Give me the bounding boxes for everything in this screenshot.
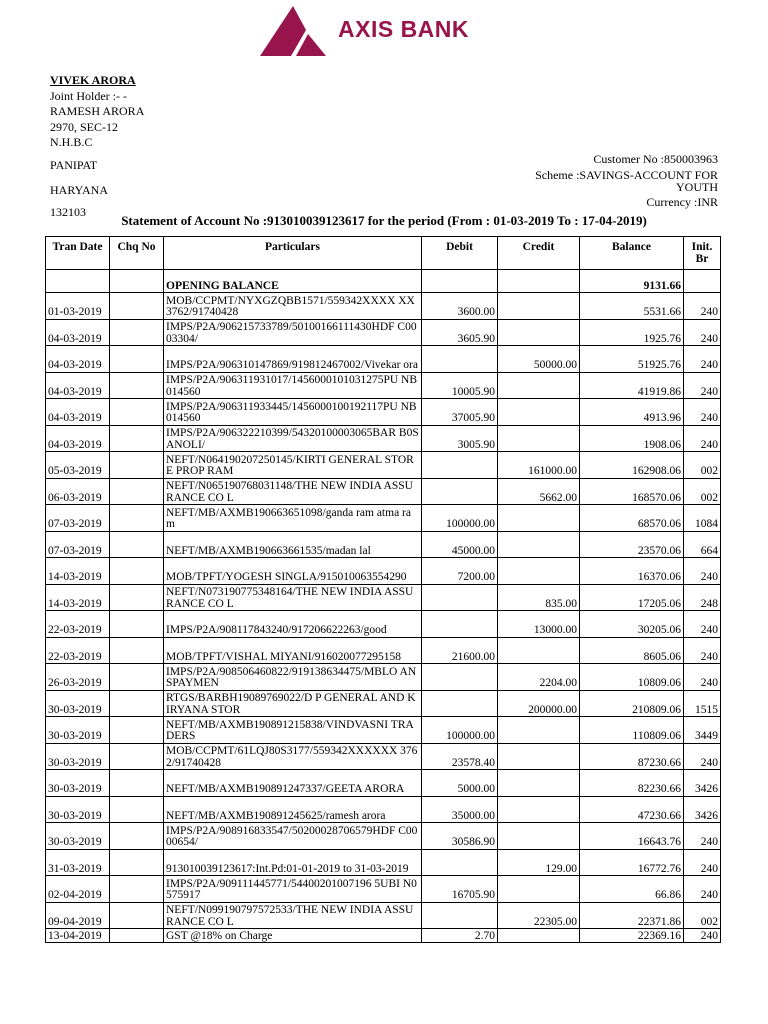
customer-number: Customer No :850003963 — [593, 152, 718, 166]
cell-particulars: IMPS/P2A/909111445771/54400201007196 5UBI N0575917 — [164, 876, 422, 903]
cell-debit: 100000.00 — [422, 505, 498, 532]
cell-particulars: IMPS/P2A/908916833547/50200028706579HDF C0000654/ — [164, 823, 422, 850]
axis-bank-logo — [258, 4, 488, 58]
cell-tran-date: 04-03-2019 — [46, 399, 110, 426]
cell-balance: 68570.06 — [580, 505, 684, 532]
cell-tran-date: 31-03-2019 — [46, 849, 110, 876]
cell-credit — [498, 531, 580, 558]
table-row — [46, 796, 721, 823]
opening-balance-value: 9131.66 — [580, 270, 684, 293]
cell-chq-no — [110, 690, 164, 717]
cell-debit: 3005.90 — [422, 425, 498, 452]
cell-credit: 835.00 — [498, 584, 580, 611]
cell-debit: 30586.90 — [422, 823, 498, 850]
scheme-line-2: YOUTH — [676, 180, 718, 194]
cell-credit — [498, 425, 580, 452]
cell-credit — [498, 558, 580, 585]
cell-credit — [498, 743, 580, 770]
cell-tran-date: 22-03-2019 — [46, 611, 110, 638]
cell-init-br: 002 — [684, 452, 721, 479]
cell-credit — [498, 319, 580, 346]
cell-init-br: 240 — [684, 664, 721, 691]
cell-chq-no — [110, 372, 164, 399]
cell-balance: 87230.66 — [580, 743, 684, 770]
cell-debit: 2.70 — [422, 929, 498, 943]
cell-balance: 16772.76 — [580, 849, 684, 876]
table-row — [46, 399, 721, 426]
table-row — [46, 637, 721, 664]
cell-balance: 1925.76 — [580, 319, 684, 346]
cell-particulars: IMPS/P2A/908506460822/919138634475/MBLO ANSPAYMEN — [164, 664, 422, 691]
address-line-2: 2970, SEC-12 — [50, 120, 119, 134]
cell-balance: 82230.66 — [580, 770, 684, 797]
cell-tran-date: 26-03-2019 — [46, 664, 110, 691]
cell-balance: 16643.76 — [580, 823, 684, 850]
address-line-3: N.H.B.C — [50, 135, 93, 149]
axis-bank-logo-mark-icon — [258, 4, 328, 58]
header-tran-date: Tran Date — [46, 237, 110, 270]
table-row — [46, 293, 721, 320]
cell-credit: 50000.00 — [498, 346, 580, 373]
cell-chq-no — [110, 796, 164, 823]
cell-particulars: MOB/TPFT/YOGESH SINGLA/915010063554290 — [164, 558, 422, 585]
table-row — [46, 876, 721, 903]
table-row — [46, 929, 721, 943]
cell-balance: 17205.06 — [580, 584, 684, 611]
cell-particulars: NEFT/MB/AXMB190891247337/GEETA ARORA — [164, 770, 422, 797]
cell-credit — [498, 876, 580, 903]
cell-credit: 5662.00 — [498, 478, 580, 505]
cell-init-br: 3426 — [684, 796, 721, 823]
cell-credit — [498, 717, 580, 744]
table-row — [46, 478, 721, 505]
table-row — [46, 425, 721, 452]
cell-debit — [422, 690, 498, 717]
cell-tran-date: 02-04-2019 — [46, 876, 110, 903]
address-line-1: RAMESH ARORA — [50, 104, 145, 118]
cell-balance: 8605.06 — [580, 637, 684, 664]
cell-chq-no — [110, 717, 164, 744]
cell-balance: 110809.06 — [580, 717, 684, 744]
opening-balance-label: OPENING BALANCE — [164, 270, 422, 293]
header-particulars: Particulars — [164, 237, 422, 270]
table-row — [46, 823, 721, 850]
cell-chq-no — [110, 478, 164, 505]
cell-particulars: MOB/CCPMT/NYXGZQBB1571/559342XXXX XX3762/91740428 — [164, 293, 422, 320]
cell-chq-no — [110, 664, 164, 691]
header-chq-no: Chq No — [110, 237, 164, 270]
cell-balance: 4913.96 — [580, 399, 684, 426]
cell-tran-date: 30-03-2019 — [46, 770, 110, 797]
table-row — [46, 611, 721, 638]
cell-tran-date: 30-03-2019 — [46, 717, 110, 744]
cell-init-br: 3449 — [684, 717, 721, 744]
cell-init-br: 240 — [684, 558, 721, 585]
cell-init-br: 240 — [684, 849, 721, 876]
table-row — [46, 452, 721, 479]
cell-particulars: NEFT/MB/AXMB190663661535/madan lal — [164, 531, 422, 558]
cell-tran-date: 09-04-2019 — [46, 902, 110, 929]
cell-credit — [498, 637, 580, 664]
cell-chq-no — [110, 558, 164, 585]
table-header-row — [46, 237, 721, 270]
cell-init-br: 002 — [684, 902, 721, 929]
cell-credit: 2204.00 — [498, 664, 580, 691]
table-row — [46, 346, 721, 373]
cell-tran-date: 04-03-2019 — [46, 425, 110, 452]
cell-debit: 16705.90 — [422, 876, 498, 903]
cell-init-br: 240 — [684, 637, 721, 664]
address-city: PANIPAT — [50, 158, 98, 172]
cell-credit — [498, 399, 580, 426]
cell-chq-no — [110, 293, 164, 320]
cell-tran-date: 07-03-2019 — [46, 505, 110, 532]
cell-particulars: NEFT/N064190207250145/KIRTI GENERAL STORE PROP RAM — [164, 452, 422, 479]
cell-particulars: MOB/TPFT/VISHAL MIYANI/916020077295158 — [164, 637, 422, 664]
cell-debit — [422, 478, 498, 505]
cell-credit: 129.00 — [498, 849, 580, 876]
cell-chq-no — [110, 743, 164, 770]
cell-init-br: 664 — [684, 531, 721, 558]
cell-balance: 22371.86 — [580, 902, 684, 929]
cell-balance: 66.86 — [580, 876, 684, 903]
cell-chq-no — [110, 823, 164, 850]
cell-balance: 30205.06 — [580, 611, 684, 638]
table-row — [46, 717, 721, 744]
cell-tran-date: 30-03-2019 — [46, 796, 110, 823]
cell-debit — [422, 902, 498, 929]
cell-init-br: 248 — [684, 584, 721, 611]
table-row — [46, 584, 721, 611]
cell-debit: 3600.00 — [422, 293, 498, 320]
address-pin: 132103 — [50, 205, 86, 219]
joint-holder: Joint Holder :- - — [50, 89, 127, 103]
cell-tran-date: 14-03-2019 — [46, 558, 110, 585]
cell-init-br: 240 — [684, 425, 721, 452]
cell-tran-date: 22-03-2019 — [46, 637, 110, 664]
cell-particulars: RTGS/BARBH19089769022/D P GENERAL AND KIRYANA STOR — [164, 690, 422, 717]
cell-chq-no — [110, 584, 164, 611]
cell-particulars: NEFT/N073190775348164/THE NEW INDIA ASSURANCE CO L — [164, 584, 422, 611]
cell-credit: 13000.00 — [498, 611, 580, 638]
cell-tran-date: 13-04-2019 — [46, 929, 110, 943]
cell-chq-no — [110, 611, 164, 638]
cell-credit: 22305.00 — [498, 902, 580, 929]
cell-chq-no — [110, 399, 164, 426]
cell-chq-no — [110, 425, 164, 452]
cell-tran-date: 04-03-2019 — [46, 372, 110, 399]
cell-particulars: IMPS/P2A/908117843240/917206622263/good — [164, 611, 422, 638]
cell-tran-date: 01-03-2019 — [46, 293, 110, 320]
table-row — [46, 770, 721, 797]
cell-tran-date: 07-03-2019 — [46, 531, 110, 558]
cell-init-br: 002 — [684, 478, 721, 505]
cell-particulars: IMPS/P2A/906311933445/1456000100192117PU NB014560 — [164, 399, 422, 426]
cell-debit: 7200.00 — [422, 558, 498, 585]
cell-balance: 210809.06 — [580, 690, 684, 717]
cell-debit: 100000.00 — [422, 717, 498, 744]
cell-particulars: IMPS/P2A/906310147869/919812467002/Vivekar ora — [164, 346, 422, 373]
cell-debit: 10005.90 — [422, 372, 498, 399]
cell-debit — [422, 611, 498, 638]
cell-credit: 200000.00 — [498, 690, 580, 717]
cell-debit: 45000.00 — [422, 531, 498, 558]
table-row — [46, 690, 721, 717]
cell-init-br: 240 — [684, 743, 721, 770]
cell-balance: 168570.06 — [580, 478, 684, 505]
table-row — [46, 664, 721, 691]
cell-credit — [498, 372, 580, 399]
cell-particulars: NEFT/MB/AXMB190891215838/VINDVASNI TRADERS — [164, 717, 422, 744]
cell-chq-no — [110, 452, 164, 479]
cell-credit — [498, 796, 580, 823]
cell-init-br: 240 — [684, 611, 721, 638]
cell-init-br: 1515 — [684, 690, 721, 717]
table-row — [46, 505, 721, 532]
cell-tran-date: 06-03-2019 — [46, 478, 110, 505]
cell-particulars: IMPS/P2A/906311931017/1456000101031275PU NB014560 — [164, 372, 422, 399]
cell-tran-date: 05-03-2019 — [46, 452, 110, 479]
table-row — [46, 902, 721, 929]
cell-debit — [422, 346, 498, 373]
cell-init-br: 240 — [684, 346, 721, 373]
header-balance: Balance — [580, 237, 684, 270]
cell-init-br: 240 — [684, 372, 721, 399]
cell-balance: 5531.66 — [580, 293, 684, 320]
cell-init-br: 1084 — [684, 505, 721, 532]
cell-tran-date: 30-03-2019 — [46, 743, 110, 770]
cell-balance: 16370.06 — [580, 558, 684, 585]
cell-chq-no — [110, 902, 164, 929]
cell-debit: 23578.40 — [422, 743, 498, 770]
header-debit: Debit — [422, 237, 498, 270]
cell-balance: 1908.06 — [580, 425, 684, 452]
table-row — [46, 372, 721, 399]
cell-credit — [498, 823, 580, 850]
cell-credit: 161000.00 — [498, 452, 580, 479]
cell-chq-no — [110, 346, 164, 373]
cell-particulars: 913010039123617:Int.Pd:01-01-2019 to 31-03-2019 — [164, 849, 422, 876]
header-credit: Credit — [498, 237, 580, 270]
cell-balance: 47230.66 — [580, 796, 684, 823]
cell-credit — [498, 293, 580, 320]
cell-debit: 5000.00 — [422, 770, 498, 797]
cell-chq-no — [110, 531, 164, 558]
table-row — [46, 531, 721, 558]
cell-tran-date: 30-03-2019 — [46, 690, 110, 717]
currency: Currency :INR — [646, 195, 718, 209]
cell-debit: 37005.90 — [422, 399, 498, 426]
cell-credit — [498, 505, 580, 532]
cell-particulars: NEFT/N099190797572533/THE NEW INDIA ASSURANCE CO L — [164, 902, 422, 929]
cell-debit — [422, 849, 498, 876]
cell-particulars: IMPS/P2A/906215733789/50100166111430HDF C0003304/ — [164, 319, 422, 346]
scheme-line-1: Scheme :SAVINGS-ACCOUNT FOR — [535, 168, 718, 182]
cell-particulars: GST @18% on Charge — [164, 929, 422, 943]
cell-credit — [498, 929, 580, 943]
opening-balance-row — [46, 270, 721, 293]
cell-particulars: NEFT/MB/AXMB190663651098/ganda ram atma ram — [164, 505, 422, 532]
cell-balance: 162908.06 — [580, 452, 684, 479]
cell-particulars: MOB/CCPMT/61LQJ80S3177/559342XXXXXX 3762/91740428 — [164, 743, 422, 770]
cell-chq-no — [110, 876, 164, 903]
cell-init-br: 3426 — [684, 770, 721, 797]
cell-balance: 51925.76 — [580, 346, 684, 373]
table-row — [46, 743, 721, 770]
cell-init-br: 240 — [684, 319, 721, 346]
cell-balance: 22369.16 — [580, 929, 684, 943]
bank-name: AXIS BANK — [338, 16, 470, 42]
cell-init-br: 240 — [684, 293, 721, 320]
cell-balance: 23570.06 — [580, 531, 684, 558]
cell-tran-date: 30-03-2019 — [46, 823, 110, 850]
cell-debit — [422, 664, 498, 691]
cell-debit: 3605.90 — [422, 319, 498, 346]
address-state: HARYANA — [50, 183, 109, 197]
cell-tran-date: 04-03-2019 — [46, 346, 110, 373]
cell-tran-date: 04-03-2019 — [46, 319, 110, 346]
cell-init-br: 240 — [684, 929, 721, 943]
table-row — [46, 849, 721, 876]
cell-init-br: 240 — [684, 399, 721, 426]
cell-particulars: NEFT/MB/AXMB190891245625/ramesh arora — [164, 796, 422, 823]
cell-balance: 10809.06 — [580, 664, 684, 691]
cell-init-br: 240 — [684, 876, 721, 903]
cell-chq-no — [110, 849, 164, 876]
cell-debit: 21600.00 — [422, 637, 498, 664]
cell-init-br: 240 — [684, 823, 721, 850]
cell-chq-no — [110, 770, 164, 797]
table-row — [46, 319, 721, 346]
cell-chq-no — [110, 929, 164, 943]
cell-chq-no — [110, 319, 164, 346]
transactions-table — [45, 236, 721, 943]
cell-chq-no — [110, 505, 164, 532]
cell-tran-date: 14-03-2019 — [46, 584, 110, 611]
cell-balance: 41919.86 — [580, 372, 684, 399]
cell-particulars: IMPS/P2A/906322210399/54320100003065BAR B0SANOLI/ — [164, 425, 422, 452]
cell-credit — [498, 770, 580, 797]
cell-chq-no — [110, 637, 164, 664]
cell-debit — [422, 452, 498, 479]
cell-particulars: NEFT/N065190768031148/THE NEW INDIA ASSURANCE CO L — [164, 478, 422, 505]
table-row — [46, 558, 721, 585]
holder-name: VIVEK ARORA — [50, 73, 136, 87]
header-init-br: Init. Br — [684, 237, 721, 270]
cell-debit — [422, 584, 498, 611]
cell-debit: 35000.00 — [422, 796, 498, 823]
statement-title: Statement of Account No :913010039123617 for the period (From : 01-03-2019 To : 17-04-2019) — [121, 213, 647, 228]
